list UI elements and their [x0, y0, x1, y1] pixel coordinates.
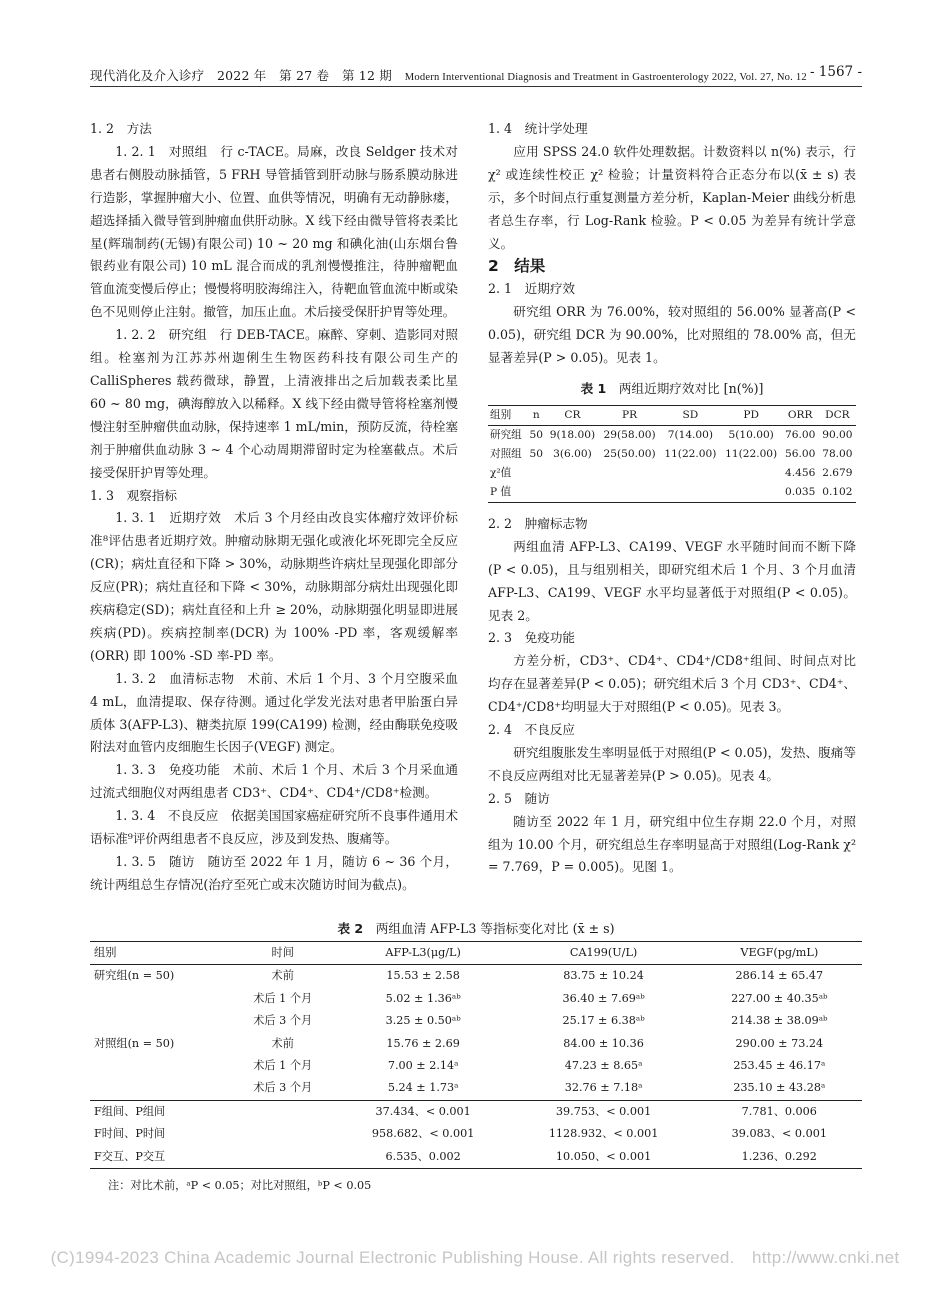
table-row	[90, 1146, 862, 1169]
section-1-3-4	[90, 805, 458, 851]
table-cell: 290.00 ± 73.24	[735, 1036, 824, 1050]
table-cell: 对照组	[490, 447, 522, 460]
table-cell: 术后 1 个月	[253, 1059, 313, 1073]
table-cell: 39.753、< 0.001	[555, 1104, 652, 1118]
table-cell: F组间、P组间	[94, 1104, 166, 1118]
section-2-1-title: 2. 1 近期疗效	[488, 281, 576, 297]
table-2-title: 两组血清 AFP-L3 等指标变化对比 (x̄ ± s)	[363, 921, 615, 936]
table-cell: 56.00	[784, 447, 816, 460]
table-cell: 235.10 ± 43.28ᵃ	[733, 1081, 826, 1095]
table-cell	[721, 483, 782, 503]
table-1-header-row	[488, 405, 856, 425]
table-2-body	[90, 965, 862, 1169]
section-2-3-text: 方差分析，CD3⁺、CD4⁺、CD4⁺/CD8⁺组间、时间点对比均存在显著差异(P < 0.05)；研究组术后 3 个月 CD3⁺、CD4⁺、CD4⁺/CD8⁺均明显大于对照组(P < 0.05)。见表 3。	[488, 653, 856, 715]
section-1-3-5-text: 随访至 2022 年 1 月，随访 6 ~ 36 个月，统计两组总生存情况(治疗至死亡或末次随访时间为截点)。	[90, 854, 458, 892]
section-2-2-text: 两组血清 AFP-L3、CA199、VEGF 水平随时间而不断下降(P < 0.05)，且与组别相关，即研究组术后 1 个月、3 个月血清 AFP-L3、CA199、VEGF 水平均显著低于对照组(P < 0.05)。见表 2。	[488, 538, 856, 623]
table-cell	[546, 483, 599, 503]
column-header: CA199(U/L)	[569, 946, 638, 959]
page-number: - 1567 -	[809, 64, 862, 80]
section-2-5-text: 随访至 2022 年 1 月，研究组中位生存期 22.0 个月，对照组为 10.00 个月，研究组总生存率明显高于对照组(Log-Rank χ² = 7.769，P = 0.005)。见图 1。	[488, 813, 856, 875]
section-1-2-1	[90, 141, 458, 324]
column-header: ORR	[787, 408, 813, 421]
table-cell: 76.00	[784, 428, 816, 441]
section-1-3-2-text: 术前、术后 1 个月、3 个月空腹采血 4 mL，血清提取、保存待测。通过化学发光法对患者甲胎蛋白异质体 3(AFP-L3)、糖类抗原 199(CA199) 检测，经由酶联免疫吸附法对血管内皮细胞生长因子(VEGF) 测定。	[90, 670, 458, 755]
table-1-title: 两组近期疗效对比 [n(%)]	[606, 380, 764, 396]
table-cell: 11(22.00)	[664, 447, 717, 460]
column-header: AFP-L3(μg/L)	[385, 946, 461, 959]
table-cell: 研究组(n = 50)	[94, 969, 175, 983]
section-1-3-3-head: 1. 3. 3 免疫功能	[115, 762, 233, 778]
table-row	[488, 483, 856, 503]
table-cell: 研究组	[490, 428, 522, 441]
table-1	[488, 405, 856, 503]
table-cell: 29(58.00)	[603, 428, 656, 441]
section-1-4-title: 1. 4 统计学处理	[488, 121, 588, 136]
column-header: PR	[622, 408, 638, 421]
table-row	[488, 425, 856, 445]
table-cell: 9(18.00)	[549, 428, 596, 441]
table-cell: 7.00 ± 2.14ᵃ	[387, 1059, 459, 1073]
table-2-note: 注：对比术前，ᵃP < 0.05；对比对照组，ᵇP < 0.05	[108, 1179, 372, 1193]
column-header: SD	[682, 408, 699, 421]
table-1-number: 表 1	[580, 380, 607, 396]
section-1-3-title: 1. 3 观察指标	[90, 487, 178, 503]
table-cell: 7.781、0.006	[741, 1104, 817, 1118]
table-cell	[90, 1077, 230, 1100]
table-cell: 术后 1 个月	[253, 991, 313, 1005]
table-cell: 47.23 ± 8.65ᵃ	[564, 1059, 643, 1073]
table-cell	[527, 464, 546, 483]
table-cell: 39.083、< 0.001	[731, 1127, 827, 1141]
table-cell: 286.14 ± 65.47	[735, 969, 824, 983]
table-cell	[599, 464, 660, 483]
table-cell: 78.00	[822, 447, 853, 460]
table-cell: 1128.932、< 0.001	[548, 1127, 659, 1141]
table-row	[90, 1100, 862, 1123]
table-row	[90, 988, 862, 1010]
table-cell: 5.02 ± 1.36ᵃᵇ	[385, 991, 461, 1005]
column-header: n	[532, 408, 540, 421]
table-cell: 3(6.00)	[553, 447, 592, 460]
section-1-2-2-head: 1. 2. 2 研究组	[115, 327, 220, 343]
table-cell	[546, 464, 599, 483]
section-2-4-text: 研究组腹胀发生率明显低于对照组(P < 0.05)，发热、腹痛等不良反应两组对比无显著差异(P > 0.05)。见表 4。	[488, 744, 856, 783]
table-cell: 37.434、< 0.001	[375, 1104, 471, 1118]
table-cell	[90, 1055, 230, 1077]
column-header: 组别	[490, 408, 512, 421]
section-1-3-3	[90, 759, 458, 805]
table-cell	[230, 1100, 336, 1123]
table-cell: 253.45 ± 46.17ᵃ	[733, 1059, 826, 1073]
column-header: PD	[743, 408, 759, 421]
section-2-3-title: 2. 3 免疫功能	[488, 630, 576, 646]
section-1-3-1	[90, 507, 458, 667]
section-1-2-1-head: 1. 2. 1 对照组	[115, 143, 221, 159]
table-row	[90, 1033, 862, 1055]
table-cell: 术前	[271, 969, 294, 983]
copyright-footer: (C)1994-2023 China Academic Journal Electronic Publishing House. All rights reserved. http://www.cnki.net	[50, 1248, 900, 1267]
table-cell: 术前	[271, 1036, 294, 1050]
running-header	[90, 62, 862, 87]
table-cell	[660, 483, 721, 503]
section-2-2-title: 2. 2 肿瘤标志物	[488, 515, 588, 531]
column-header: CR	[564, 408, 581, 421]
column-header: 组别	[94, 946, 117, 959]
table-cell: 15.76 ± 2.69	[386, 1036, 460, 1050]
table-cell: 25(50.00)	[603, 447, 656, 460]
section-1-2-title: 1. 2 方法	[90, 121, 152, 136]
table-cell: 36.40 ± 7.69ᵃᵇ	[562, 991, 645, 1005]
table-cell: 227.00 ± 40.35ᵃᵇ	[731, 991, 828, 1005]
table-row	[90, 1077, 862, 1100]
table-cell: 4.456	[784, 466, 816, 479]
table-2	[90, 941, 862, 1169]
table-cell: 11(22.00)	[725, 447, 778, 460]
journal-title-cn: 现代消化及介入诊疗 2022 年 第 27 卷 第 12 期	[90, 68, 392, 83]
table-cell	[230, 1146, 336, 1169]
table-cell: 3.25 ± 0.50ᵃᵇ	[385, 1014, 461, 1028]
table-2-block	[90, 918, 862, 1193]
section-1-3-3-text: 术前、术后 1 个月、术后 3 个月采血通过流式细胞仪对两组患者 CD3⁺、CD4⁺、CD4⁺/CD8⁺检测。	[90, 762, 458, 801]
table-cell: 5(10.00)	[728, 428, 774, 441]
table-cell: 1.236、0.292	[741, 1149, 817, 1163]
table-cell	[90, 988, 230, 1010]
table-cell: 84.00 ± 10.36	[563, 1036, 644, 1050]
table-cell: P 值	[490, 485, 512, 498]
table-cell: 对照组(n = 50)	[94, 1036, 175, 1050]
table-cell	[721, 464, 782, 483]
table-cell: 32.76 ± 7.18ᵃ	[564, 1081, 643, 1095]
journal-title-en: Modern Interventional Diagnosis and Treatment in Gastroenterology 2022, Vol. 27, No. 12	[404, 72, 807, 83]
table-row	[90, 1010, 862, 1032]
section-1-3-4-head: 1. 3. 4 不良反应	[115, 808, 231, 824]
table-cell: 5.24 ± 1.73ᵃ	[387, 1081, 459, 1095]
table-1-body	[488, 425, 856, 502]
table-cell: F交互、P交互	[94, 1149, 166, 1163]
table-cell	[230, 1123, 336, 1145]
section-2-title: 2 结果	[488, 257, 546, 276]
table-2-caption	[90, 918, 862, 937]
right-column	[488, 118, 856, 879]
table-2-header-row	[90, 942, 862, 965]
table-cell: 0.035	[784, 485, 816, 498]
table-cell	[90, 1010, 230, 1032]
section-1-3-2-head: 1. 3. 2 血清标志物	[115, 670, 248, 686]
section-1-3-4-text: 依据美国国家癌症研究所不良事件通用术语标准⁹评价两组患者不良反应，涉及到发热、腹痛等。	[90, 808, 458, 847]
table-cell: 10.050、< 0.001	[555, 1149, 652, 1163]
column-header: DCR	[825, 408, 850, 421]
table-cell: 958.682、< 0.001	[371, 1127, 475, 1141]
section-1-2-2-text: 行 DEB-TACE。麻醉、穿刺、造影同对照组。栓塞剂为江苏苏州迦俐生生物医药科技有限公司生产的 CalliSpheres 载药微球，静置，上清液排出之后加载表柔比星 60 ~ 80 mg，碘海醇放入以稀释。X 线下经由微导管将栓塞剂慢慢注射至肿瘤供血动脉，保持速率 1 mL/min，预防反流，待栓塞剂于肿瘤供血动脉 3 ~ 4 个心动周期滞留时定为栓塞截点。术后接受保肝护胃等处理。	[90, 327, 458, 480]
section-1-3-5	[90, 851, 458, 897]
table-row	[488, 464, 856, 483]
table-cell: 25.17 ± 6.38ᵃᵇ	[562, 1014, 645, 1028]
journal-info	[90, 66, 807, 84]
table-cell: 6.535、0.002	[385, 1149, 461, 1163]
table-cell: 7(14.00)	[667, 428, 714, 441]
section-1-4-text: 应用 SPSS 24.0 软件处理数据。计数资料以 n(%) 表示，行 χ² 或连续性校正 χ² 检验；计量资料符合正态分布以(x̄ ± s) 表示，多个时间点行重复测量方差分析，Kaplan-Meier 曲线分析患者总生存率，行 Log-Rank 检验。P < 0.05 为差异有统计学意义。	[488, 143, 856, 251]
section-2-1-text: 研究组 ORR 为 76.00%，较对照组的 56.00% 显著高(P < 0.05)，研究组 DCR 为 90.00%，比对照组的 78.00% 高，但无显著差异(P > 0.05)。见表 1。	[488, 304, 856, 366]
section-1-3-1-head: 1. 3. 1 近期疗效	[115, 510, 235, 526]
table-cell: χ²值	[490, 466, 512, 479]
table-cell: 0.102	[822, 485, 853, 498]
table-1-caption	[488, 378, 856, 401]
table-2-number: 表 2	[337, 921, 364, 936]
table-row	[90, 1055, 862, 1077]
section-1-3-1-text: 术后 3 个月经由改良实体瘤疗效评价标准⁸评估患者近期疗效。肿瘤动脉期无强化或液化坏死即完全反应(CR)；病灶直径和下降 > 30%，动脉期些许病灶呈现强化即部分反应(PR)；病灶直径和下降 < 30%，动脉期部分病灶出现强化即疾病稳定(SD)；病灶直径和上升 ≥ 20%，动脉期强化明显即进展疾病(PD)。疾病控制率(DCR) 为 100% -PD 率，客观缓解率(ORR) 即 100% -SD 率-PD 率。	[90, 510, 458, 663]
table-cell: 术后 3 个月	[253, 1081, 313, 1095]
table-cell: 15.53 ± 2.58	[386, 969, 460, 983]
section-1-3-5-head: 1. 3. 5 随访	[115, 854, 208, 869]
left-column	[90, 118, 458, 897]
table-cell: 83.75 ± 10.24	[563, 969, 644, 983]
table-cell: 90.00	[822, 428, 853, 441]
table-row	[90, 965, 862, 988]
section-1-2-1-text: 行 c-TACE。局麻，改良 Seldger 技术对患者右侧股动脉插管，5 FRH 导管插管到肝动脉与肠系膜动脉进行造影，掌握肿瘤大小、位置、血供等情况，明确有无动静脉瘘，超选择插入微导管到肿瘤血供肝动脉。X 线下经由微导管将表柔比星(辉瑞制药(无锡)有限公司) 10 ~ 20 mg 和碘化油(山东烟台鲁银药业有限公司) 10 mL 混合而成的乳剂慢慢推注，待肿瘤靶血管血流变慢后停止；慢慢将明胶海绵注入，待靶血管血流中断或染色不见则停止注射。撤管，加压止血。术后接受保肝护胃等处理。	[90, 143, 458, 320]
table-cell	[599, 483, 660, 503]
section-1-2-2	[90, 324, 458, 484]
table-row	[90, 1123, 862, 1145]
section-2-4-title: 2. 4 不良反应	[488, 722, 576, 738]
table-cell: 50	[529, 447, 543, 460]
table-cell	[660, 464, 721, 483]
column-header: 时间	[271, 946, 294, 959]
table-cell: F时间、P时间	[94, 1127, 166, 1141]
table-cell: 214.38 ± 38.09ᵃᵇ	[731, 1014, 828, 1028]
section-2-5-title: 2. 5 随访	[488, 790, 550, 806]
table-cell: 50	[529, 428, 543, 441]
table-cell: 2.679	[822, 466, 853, 479]
table-row	[488, 445, 856, 464]
section-1-3-2	[90, 668, 458, 760]
column-header: VEGF(pg/mL)	[740, 946, 819, 959]
table-cell: 术后 3 个月	[253, 1014, 313, 1028]
table-cell	[527, 483, 546, 503]
